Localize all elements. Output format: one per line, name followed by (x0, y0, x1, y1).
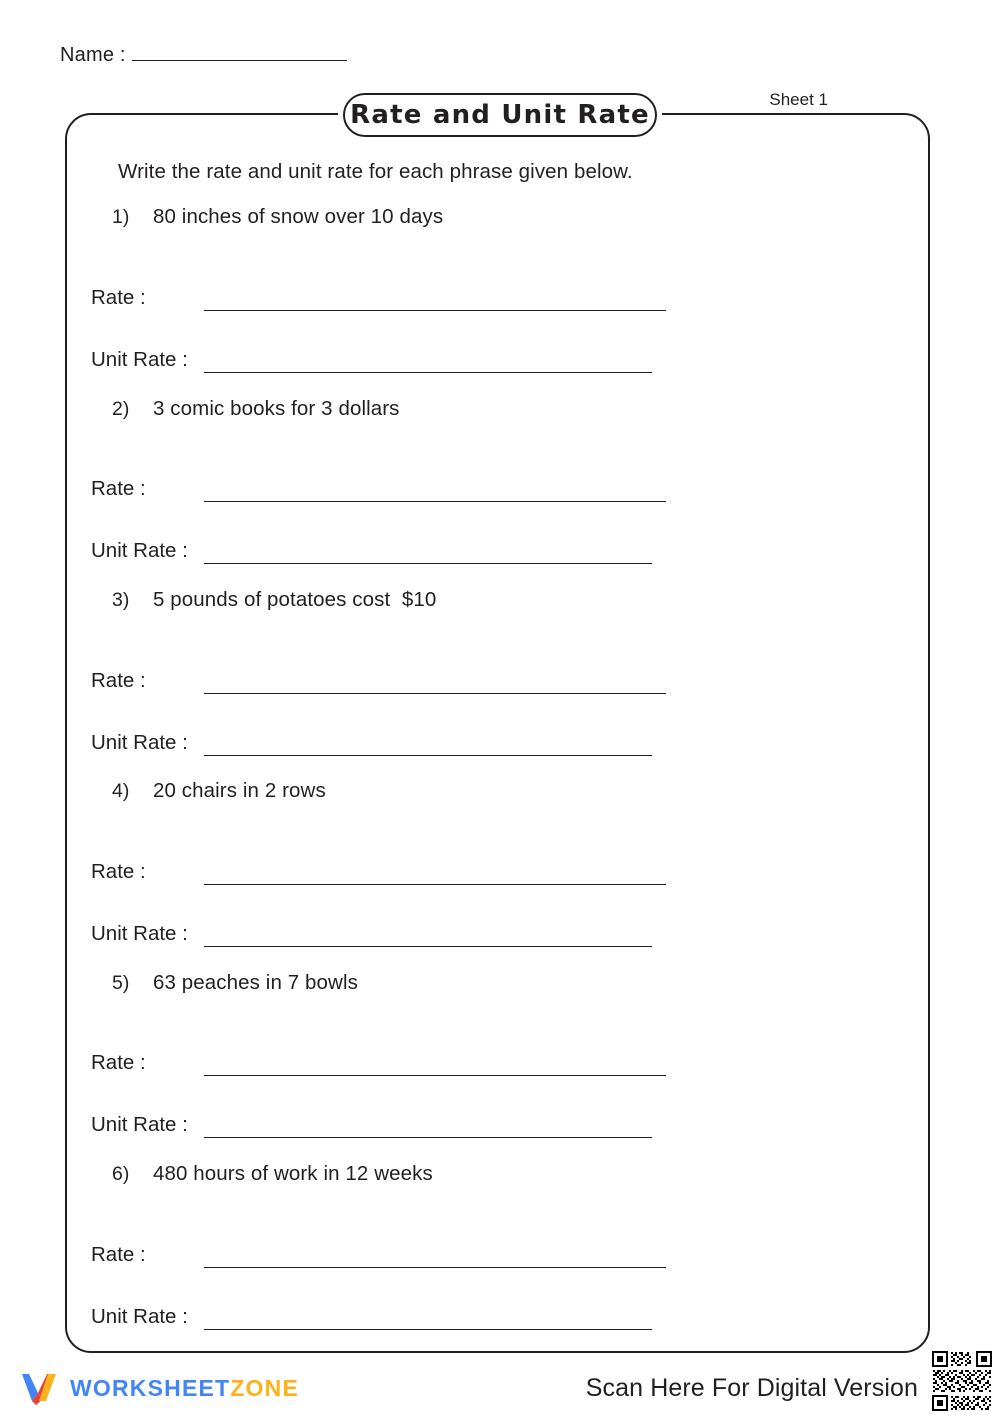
problem-item (112, 1162, 812, 1186)
answer-row-rate (91, 1245, 666, 1268)
logo-word-worksheet: WORKSHEET (70, 1374, 231, 1401)
problem-number: 1) (112, 206, 130, 228)
unit-rate-answer-line[interactable] (204, 1136, 652, 1138)
unit-rate-label: Unit Rate : (91, 1305, 188, 1328)
rate-label: Rate : (91, 860, 146, 883)
problem-text: 80 inches of snow over 10 days (153, 205, 444, 228)
name-field-row (60, 40, 347, 67)
problem-text: 3 comic books for 3 dollars (153, 397, 400, 420)
rate-label: Rate : (91, 669, 146, 692)
logo-word-zone: ZONE (230, 1374, 300, 1401)
problem-text: 20 chairs in 2 rows (153, 779, 326, 802)
problem-number: 2) (112, 398, 130, 420)
problem-text: 480 hours of work in 12 weeks (153, 1162, 433, 1185)
answer-row-rate (91, 288, 666, 311)
answer-row-unit-rate (91, 1307, 652, 1330)
page-title: Rate and Unit Rate (350, 100, 650, 130)
rate-answer-line[interactable] (204, 692, 666, 694)
answer-row-unit-rate (91, 733, 652, 756)
problem-number: 5) (112, 972, 130, 994)
rate-label: Rate : (91, 286, 146, 309)
sheet-label: Sheet 1 (769, 90, 828, 109)
problem-text: 63 peaches in 7 bowls (153, 971, 358, 994)
answer-row-rate (91, 862, 666, 885)
problem-number: 4) (112, 780, 130, 802)
problem-text: 5 pounds of potatoes cost $10 (153, 588, 437, 611)
problem-item (112, 779, 812, 803)
problem-item (112, 397, 812, 421)
answer-row-unit-rate (91, 1115, 652, 1138)
qr-code-icon[interactable] (929, 1348, 995, 1414)
unit-rate-label: Unit Rate : (91, 731, 188, 754)
unit-rate-answer-line[interactable] (204, 371, 652, 373)
rate-answer-line[interactable] (204, 1074, 666, 1076)
unit-rate-answer-line[interactable] (204, 562, 652, 564)
logo-wordmark (70, 1375, 299, 1402)
problem-number: 6) (112, 1163, 130, 1185)
unit-rate-label: Unit Rate : (91, 922, 188, 945)
scan-instruction-text: Scan Here For Digital Version (585, 1374, 918, 1402)
rate-answer-line[interactable] (204, 500, 666, 502)
logo-v-mark-icon (18, 1368, 60, 1408)
problem-item (112, 588, 812, 612)
worksheet-title-pill (343, 93, 657, 137)
unit-rate-answer-line[interactable] (204, 1328, 652, 1330)
rate-label: Rate : (91, 477, 146, 500)
rate-answer-line[interactable] (204, 883, 666, 885)
answer-row-unit-rate (91, 541, 652, 564)
instruction-text: Write the rate and unit rate for each phrase given below. (118, 160, 633, 183)
worksheet-zone-logo[interactable] (18, 1368, 299, 1408)
answer-row-rate (91, 479, 666, 502)
answer-row-unit-rate (91, 924, 652, 947)
unit-rate-label: Unit Rate : (91, 539, 188, 562)
unit-rate-answer-line[interactable] (204, 754, 652, 756)
problem-item (112, 971, 812, 995)
problem-number: 3) (112, 589, 130, 611)
rate-label: Rate : (91, 1243, 146, 1266)
rate-label: Rate : (91, 1051, 146, 1074)
unit-rate-label: Unit Rate : (91, 348, 188, 371)
answer-row-unit-rate (91, 350, 652, 373)
unit-rate-label: Unit Rate : (91, 1113, 188, 1136)
rate-answer-line[interactable] (204, 1266, 666, 1268)
problem-item (112, 205, 812, 229)
unit-rate-answer-line[interactable] (204, 945, 652, 947)
name-label: Name : (60, 44, 126, 66)
name-input-blank[interactable] (132, 40, 347, 61)
answer-row-rate (91, 1053, 666, 1076)
answer-row-rate (91, 671, 666, 694)
rate-answer-line[interactable] (204, 309, 666, 311)
